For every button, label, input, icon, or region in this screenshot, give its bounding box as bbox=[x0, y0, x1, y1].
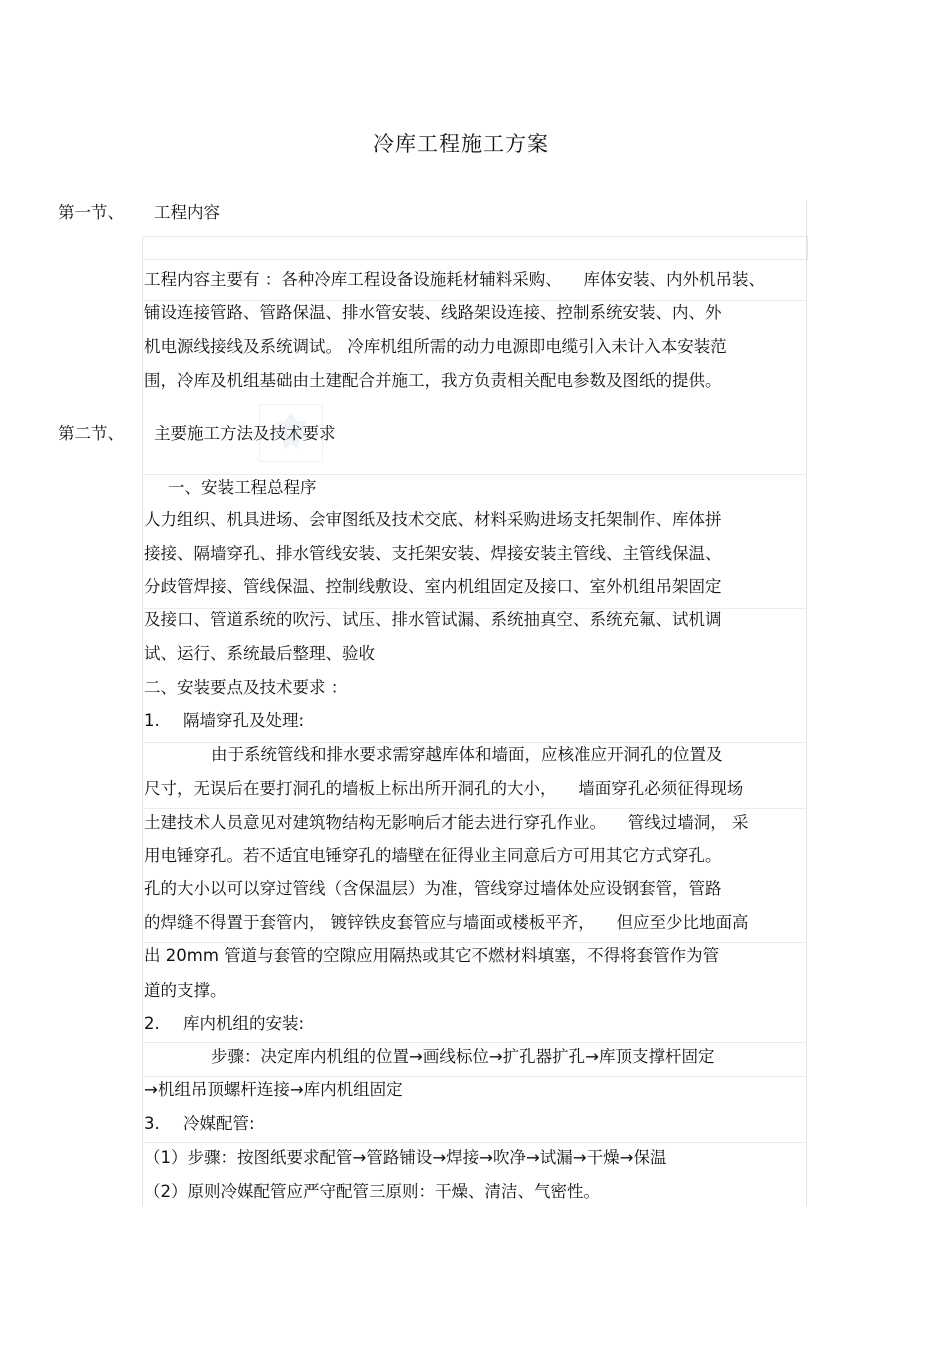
item1-heading: 隔墙穿孔及处理: bbox=[183, 711, 305, 730]
item3-number: 3. bbox=[144, 1114, 160, 1133]
document-title: 冷库工程施工方案 bbox=[373, 132, 549, 156]
subsection1-heading: 一、安装工程总程序 bbox=[168, 478, 317, 497]
paragraph-line: →机组吊顶螺杆连接→库内机组固定 bbox=[144, 1080, 403, 1099]
item2-number: 2. bbox=[144, 1014, 160, 1033]
item3-heading: 冷媒配管: bbox=[183, 1114, 255, 1133]
section1-heading: 工程内容 bbox=[154, 203, 220, 222]
paragraph-line: 孔的大小以可以穿过管线（含保温层）为准，管线穿过墙体处应设钢套管，管路 bbox=[144, 879, 722, 898]
item2-heading: 库内机组的安装: bbox=[183, 1014, 305, 1033]
row-rule bbox=[142, 300, 806, 301]
paragraph-line: 土建技术人员意见对建筑物结构无影响后才能去进行穿孔作业。 管线过墙洞， 采 bbox=[144, 813, 749, 832]
paragraph-line: 用电锤穿孔。若不适宜电锤穿孔的墙壁在征得业主同意后方可用其它方式穿孔。 bbox=[144, 846, 722, 865]
list-line: （1）步骤：按图纸要求配管→管路铺设→焊接→吹净→试漏→干燥→保温 bbox=[144, 1148, 667, 1167]
paragraph-line: 及接口、管道系统的吹污、试压、排水管试漏、系统抽真空、系统充氟、试机调 bbox=[144, 610, 722, 629]
row-rule bbox=[142, 474, 806, 475]
right-margin-rule bbox=[806, 200, 807, 1206]
subsection2-heading: 二、安装要点及技术要求 ： bbox=[144, 678, 348, 697]
row-rule bbox=[142, 1042, 806, 1043]
row-rule bbox=[142, 808, 806, 809]
empty-row-box bbox=[142, 236, 808, 260]
row-rule bbox=[142, 942, 806, 943]
paragraph-line: 的焊缝不得置于套管内， 镀锌铁皮套管应与墙面或楼板平齐， 但应至少比地面高 bbox=[144, 913, 749, 932]
paragraph-line: 分歧管焊接、管线保温、控制线敷设、室内机组固定及接口、室外机组吊架固定 bbox=[144, 577, 722, 596]
item1-number: 1. bbox=[144, 711, 160, 730]
paragraph-line: 试、运行、系统最后整理、验收 bbox=[144, 644, 375, 663]
row-rule bbox=[142, 742, 806, 743]
paragraph-line: 道的支撑。 bbox=[144, 981, 227, 1000]
row-rule bbox=[142, 1142, 806, 1143]
left-margin-rule bbox=[142, 236, 143, 1206]
paragraph-line: 尺寸，无误后在要打洞孔的墙板上标出所开洞孔的大小， 墙面穿孔必须征得现场 bbox=[144, 779, 744, 798]
paragraph-line: 铺设连接管路、管路保温、排水管安装、线路架设连接、控制系统安装、内、外 bbox=[144, 303, 722, 322]
paragraph-line: 接接、隔墙穿孔、排水管线安装、支托架安装、焊接安装主管线、主管线保温、 bbox=[144, 544, 722, 563]
paragraph-line: 机电源线接线及系统调试。 冷库机组所需的动力电源即电缆引入未计入本安装范 bbox=[144, 337, 727, 356]
section1-number: 第一节、 bbox=[58, 203, 124, 222]
paragraph-line: 工程内容主要有 ：各种冷库工程设备设施耗材辅料采购、 库体安装、内外机吊装、 bbox=[144, 270, 765, 289]
paragraph-line: 步骤：决定库内机组的位置→画线标位→扩孔器扩孔→库顶支撑杆固定 bbox=[211, 1047, 715, 1066]
list-line: （2）原则冷媒配管应严守配管三原则：干燥、清洁、气密性。 bbox=[144, 1182, 600, 1201]
paragraph-line: 由于系统管线和排水要求需穿越库体和墙面，应核准应开洞孔的位置及 bbox=[211, 745, 723, 764]
paragraph-line: 人力组织、机具进场、会审图纸及技术交底、材料采购进场支托架制作、库体拼 bbox=[144, 510, 722, 529]
paragraph-line: 围，冷库及机组基础由土建配合并施工，我方负责相关配电参数及图纸的提供。 bbox=[144, 371, 722, 390]
paragraph-line: 出 20mm 管道与套管的空隙应用隔热或其它不燃材料填塞，不得将套管作为管 bbox=[144, 946, 720, 965]
section2-number: 第二节、 bbox=[58, 424, 124, 443]
section2-heading: 主要施工方法及技术要求 bbox=[154, 424, 336, 443]
row-rule bbox=[142, 1076, 806, 1077]
